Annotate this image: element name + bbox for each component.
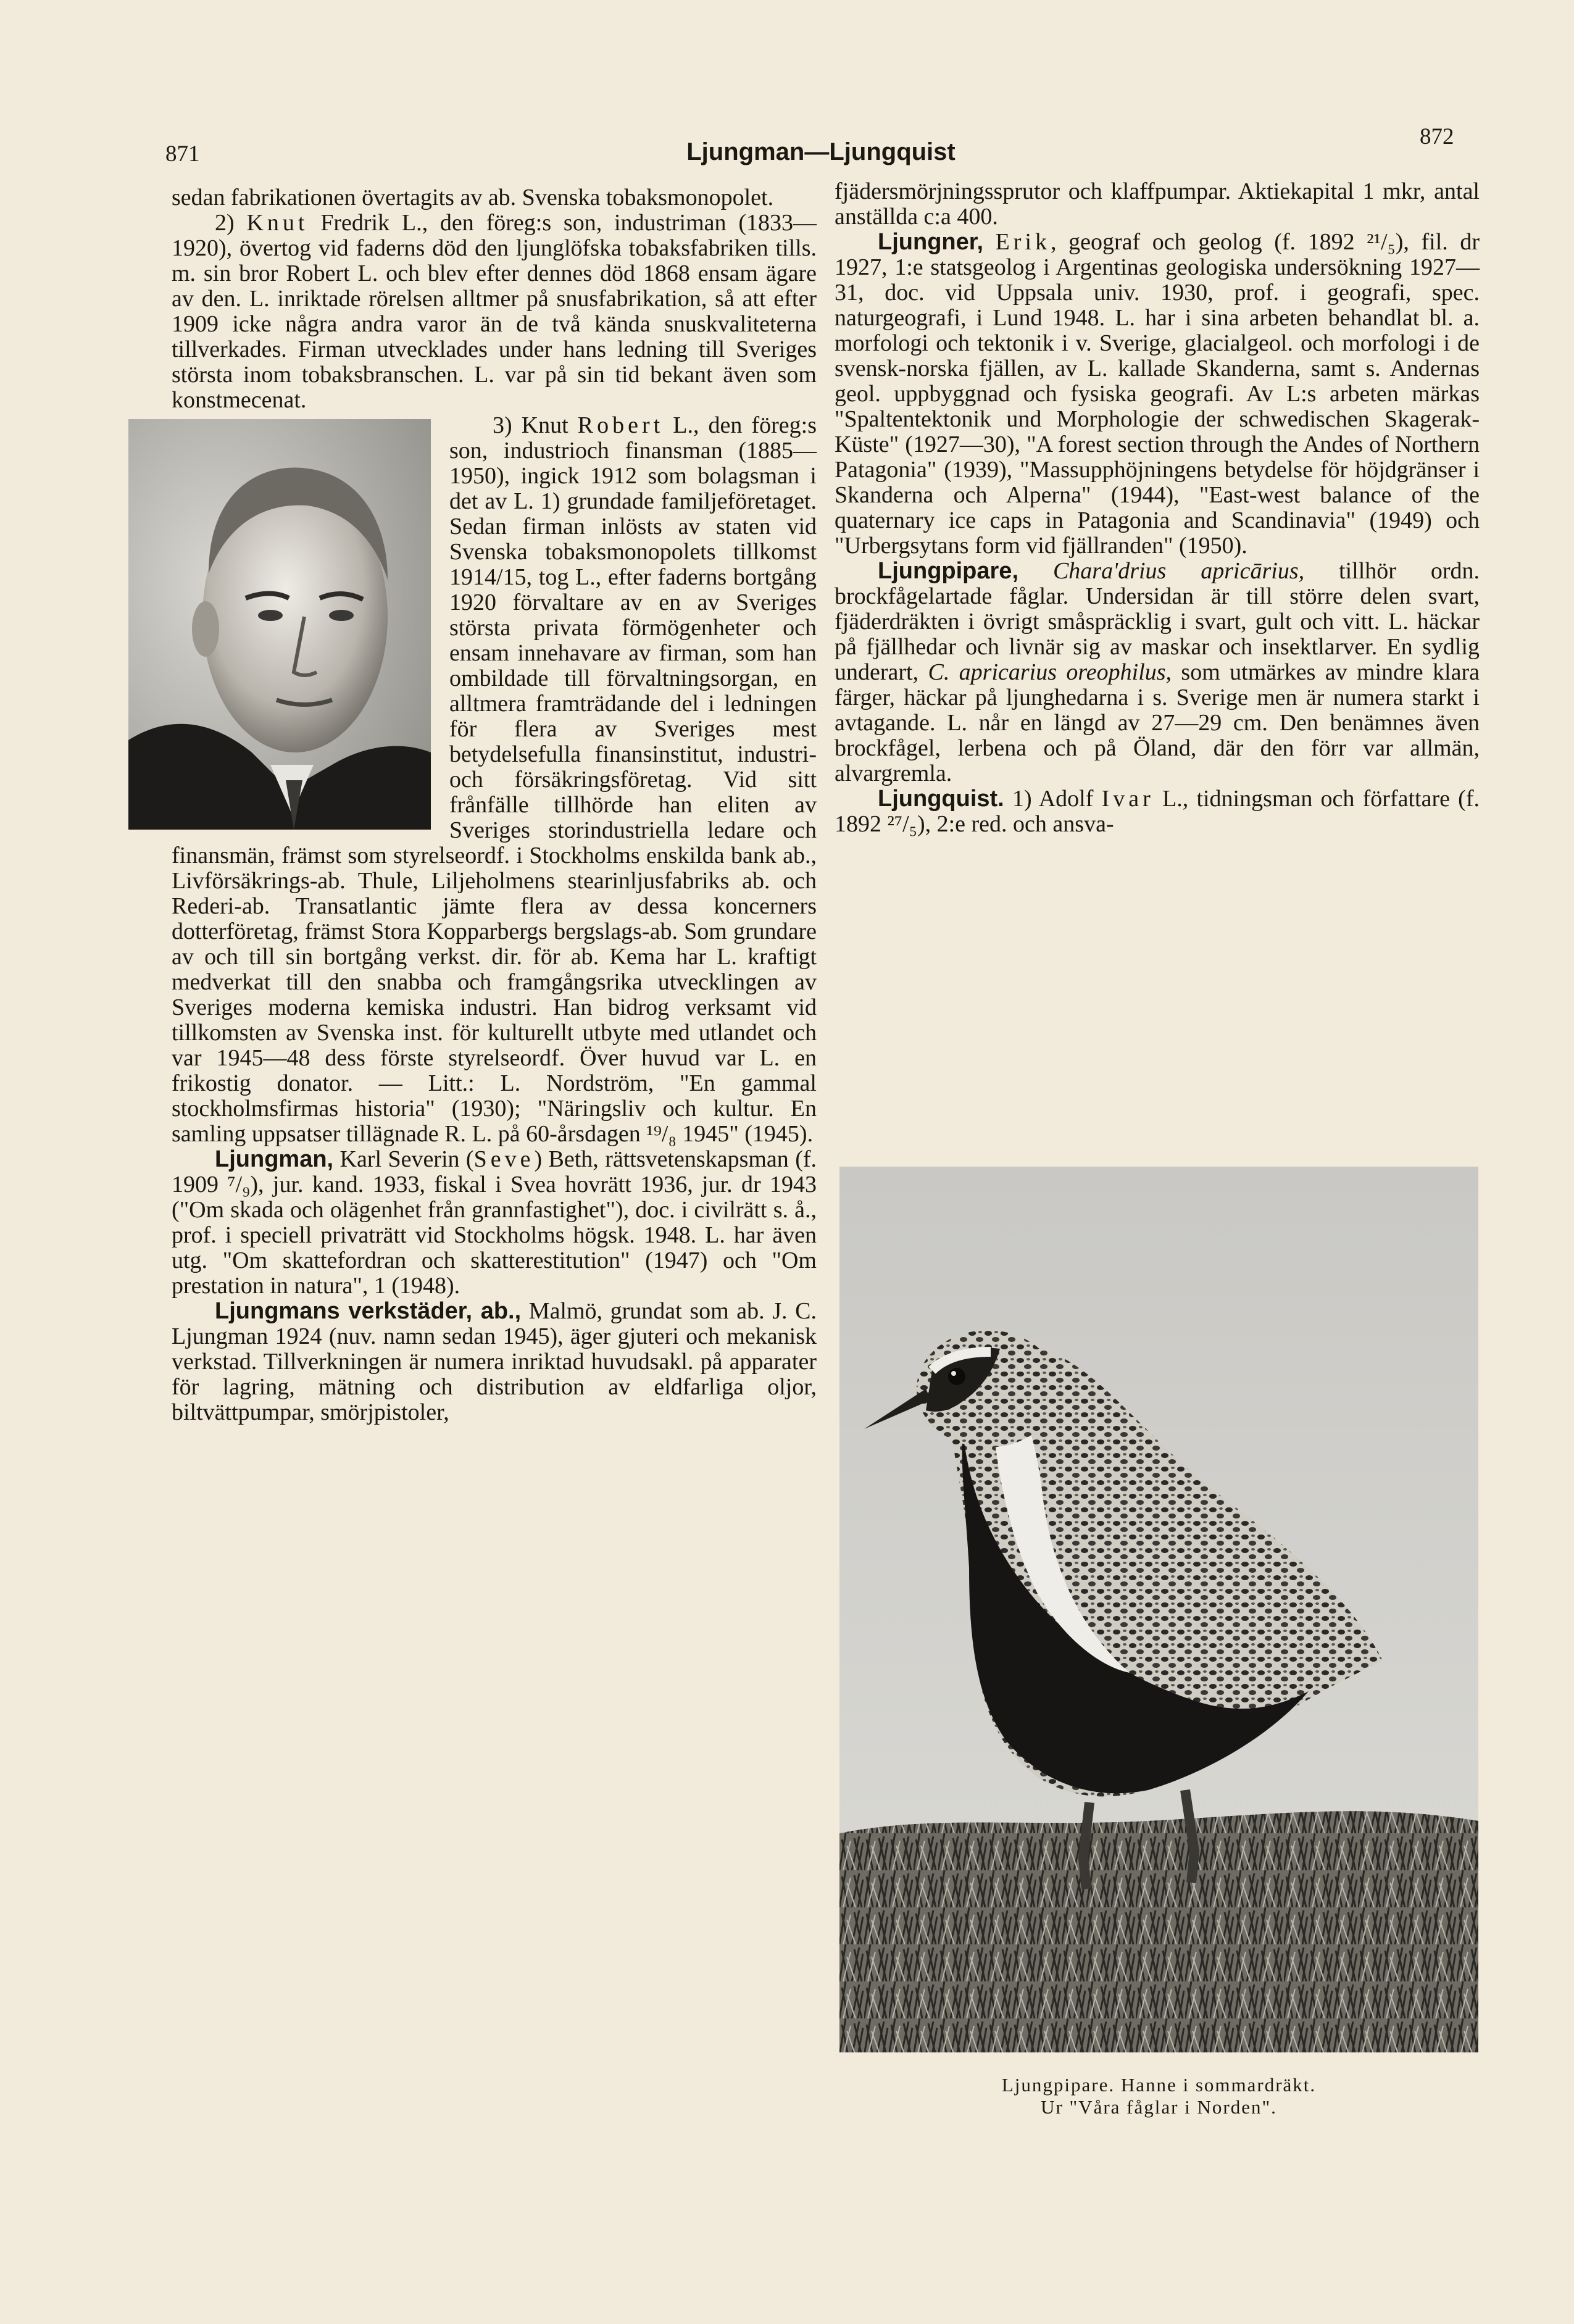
entry-text: , geograf och geolog (f. 1892 ²¹/₅), fil. dr 1927, 1:e statsgeolog i Argentinas geologiska undersökning 1927—31, doc. vid Uppsala univ. 1930, prof. i geografi, spec. naturgeografi, i Lund 1948. L. har i sina arbeten behandlat bl. a. morfologi och tektonik i v. Sverige, glacialgeol. och morfologi i de svensk-norska fjällen, av L. kallade Skanderna, samt s. Andernas geol. uppbyggnad och fysiska geografi. Av L:s arbeten märkas "Spaltentektonik und Morphologie der schwedischen Skagerak-Küste" (1927—30), "A forest section through the Andes of Northern Patagonia" (1939), "Massupphöjningens betydelse för höjdgränser i Skanderna och Alperna" (1944), "East-west balance of the quaternary ice caps in Patagonia and Scandinavia" (1949) och "Urbergsytans form vid fjällranden" (1950). [835,229,1480,559]
right-column [835,179,1480,837]
spaced-name: Seve [473,1146,535,1172]
photo-caption [839,2074,1478,2118]
caption-line-1: Ljungpipare. Hanne i sommardräkt. [1001,2074,1317,2096]
entry-text: Fredrik L., den föreg:s son, industriman (1833—1920), övertog vid faderns död den ljunglöfska tobaksfabriken tills. m. sin bror Robert L. och blev efter dennes död 1868 ensam ägare av den. L. inriktade rörelsen alltmer på snusfabrikation, så att efter 1909 icke några andra varor än de två kända snuskvaliteterna tillverkades. Firman utvecklades under hans ledning till Sveriges största inom tobaksbranschen. L. var på sin tid bekant även som konstmecenat. [172,210,817,413]
latin-name: Chara'drius apricārius, [1052,558,1305,584]
spaced-name: Knut [246,210,309,236]
entry-ljungmans-verkstader [172,1299,817,1425]
entry-text: som utmärkes av mindre klara färger, häckar på ljunghedarna i s. Sverige men är numera starkt i avtagande. L. når en längd av 27—29 cm. Den benämnes även brockfågel, lerbena och på Öland, där den förr var allmän, alvargremla. [835,659,1480,786]
entry-text: Malmö, grundat som ab. J. C. Ljungman 1924 (nuv. namn sedan 1945), äger gjuteri och mekanisk verkstad. Tillverkningen är numera inriktad huvudsakl. på apparater för lagring, mätning och distribution av eldfarliga oljor, biltvättpumpar, smörjpistoler, [172,1298,817,1425]
page-number-left: 871 [165,141,200,167]
portrait-photo [128,419,431,830]
entry-ljungman [172,1147,817,1299]
entry-text: L., den föreg:s son, industrioch finansman (1885—1950), ingick 1912 som bolagsman i det av L. 1) grundade familjeföretaget. Sedan firman inlösts av staten vid Svenska tobaksmonopolets tillkomst 1914/15, tog L., efter faderns bortgång 1920 förvaltare av en av Sveriges största privata förmögenheter och ensam innehavare av firman, som han ombildade till förvaltningsorgan, en alltmera framträdande del i ledningen för flera av Sveriges mest betydelsefulla finansinstitut, industri- och försäkringsföretag. Vid sitt frånfälle tillhörde han eliten av Sveriges storindustriella ledare och finansmän, främst som styrelseordf. i Stockholms enskilda bank ab., Livförsäkrings-ab. Thule, Liljeholmens stearinljusfabriks ab. och Rederi-ab. Transatlantic jämte flera av dessa koncerners dotterföretag, främst Stora Kopparbergs bergslags-ab. Som grundare av och till sin bortgång verkst. dir. för ab. Kema har L. kraftigt medverkat till den snabba och framgångsrika utvecklingen av Sveriges moderna kemiska industri. Han bidrog verksamt vid tillkomsten av Svenska inst. för kulturellt utbyte med utlandet och var 1945—48 dess förste styrelseordf. Över huvud var L. en frikostig donator. — Litt.: L. Nordström, "En gammal stockholmsfirmas historia" (1930); "Näringsliv och kultur. En samling uppsatser tillägnade R. L. på 60-årsdagen ¹⁹/₈ 1945" (1945). [172,412,817,1147]
headword: Ljungmans verkstäder, ab., [215,1298,522,1324]
entry-text: L., tidningsman och författare (f. 1892 ²⁷/₅), 2:e red. och ansva- [835,786,1480,837]
paragraph-continuation: fjädersmörjningssprutor och klaffpumpar. Aktiekapital 1 mkr, antal anställda c:a 400. [835,178,1480,230]
paragraph-continuation: sedan fabrikationen övertagits av ab. Svenska tobaksmonopolet. [172,185,774,210]
entry-prefix: Karl Severin ( [333,1146,474,1172]
entry-ljungner [835,230,1480,559]
entry-prefix: 1) Adolf [1004,786,1102,812]
entry-text: ) Beth, rättsvetenskapsman (f. 1909 ⁷/₉), jur. kand. 1933, fiskal i Svea hovrätt 1936, jur. dr 1943 ("Om skada och olägenhet från grannfastighet"), doc. i civilrätt s. å., prof. i speciell privaträtt vid Stockholms högsk. 1948. L. har även utg. "Om skattefordran och skatterestitution" (1947) och "Om prestation in natura", 1 (1948). [172,1146,817,1299]
spaced-name: Ivar [1101,786,1154,812]
entry-text: tillhör ordn. brockfågelartade fåglar. Undersidan är till större delen svart, fjäderdräkten i övrigt småspräcklig i svart, gult och vitt. L. häckar på fjällhedar och livnär sig av maskar och insektlarver. En sydlig underart, [835,558,1480,685]
caption-line-2: Ur "Våra fåglar i Norden". [1041,2096,1277,2118]
headword: Ljungman, [215,1146,334,1172]
left-column [172,185,817,1425]
headword: Ljungner, [878,229,983,255]
headword: Ljungpipare, [878,558,1018,584]
latin-name-subspecies: C. apricarius oreophilus, [928,659,1172,685]
entry-prefix: 3) Knut [493,412,578,438]
spaced-name: Erik [995,229,1051,255]
page-number-right: 872 [1420,124,1454,149]
headword: Ljungquist. [878,786,1004,812]
entry-ljungquist [835,786,1480,837]
entry-knut-robert [172,413,817,1147]
golden-plover-photo [839,1167,1478,2052]
entry-knut-fredrik [172,210,817,413]
spaced-name: Robert [577,412,664,438]
entry-ljungpipare [835,559,1480,786]
running-head: Ljungman—Ljungquist [686,138,956,165]
entry-number: 2) [215,210,247,236]
